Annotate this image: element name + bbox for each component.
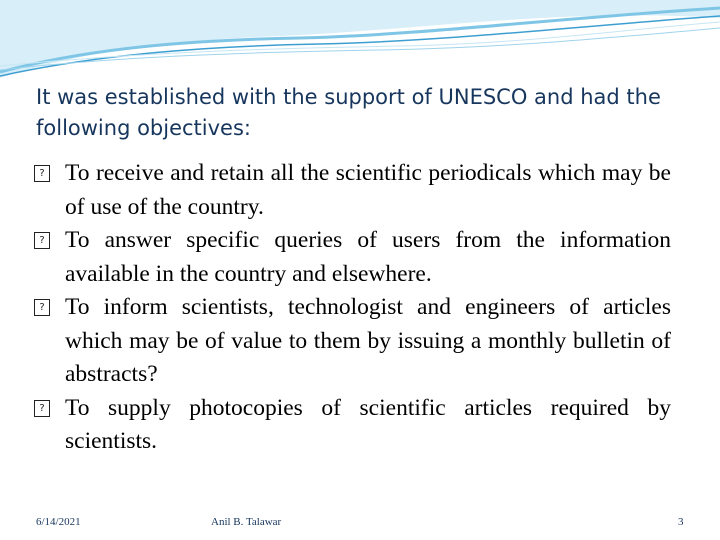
objective-text: To inform scientists, technologist and engineers of articles which may be of value to them by issuing a monthly bulletin of abstracts?	[65, 294, 671, 387]
objective-text: To receive and retain all the scientific periodicals which may be of use of the country.	[65, 160, 671, 220]
bullet-icon: ?	[34, 165, 50, 182]
bullet-icon: ?	[34, 232, 50, 249]
list-item	[34, 291, 671, 392]
header-wave-decoration	[0, 0, 720, 90]
list-item	[34, 392, 671, 459]
objective-text: To answer specific queries of users from the information available in the country and elsewhere.	[65, 227, 671, 287]
page-number: 3	[678, 516, 684, 528]
list-item	[34, 157, 671, 224]
footer-author: Anil B. Talawar	[211, 516, 282, 528]
list-item	[34, 224, 671, 291]
objective-text: To supply photocopies of scientific articles required by scientists.	[65, 394, 671, 454]
objectives-list	[34, 157, 671, 459]
footer-date: 6/14/2021	[36, 516, 81, 528]
bullet-icon: ?	[34, 400, 50, 417]
intro-text: It was established with the support of UNESCO and had the following objectives:	[36, 85, 661, 140]
bullet-icon: ?	[34, 299, 50, 316]
